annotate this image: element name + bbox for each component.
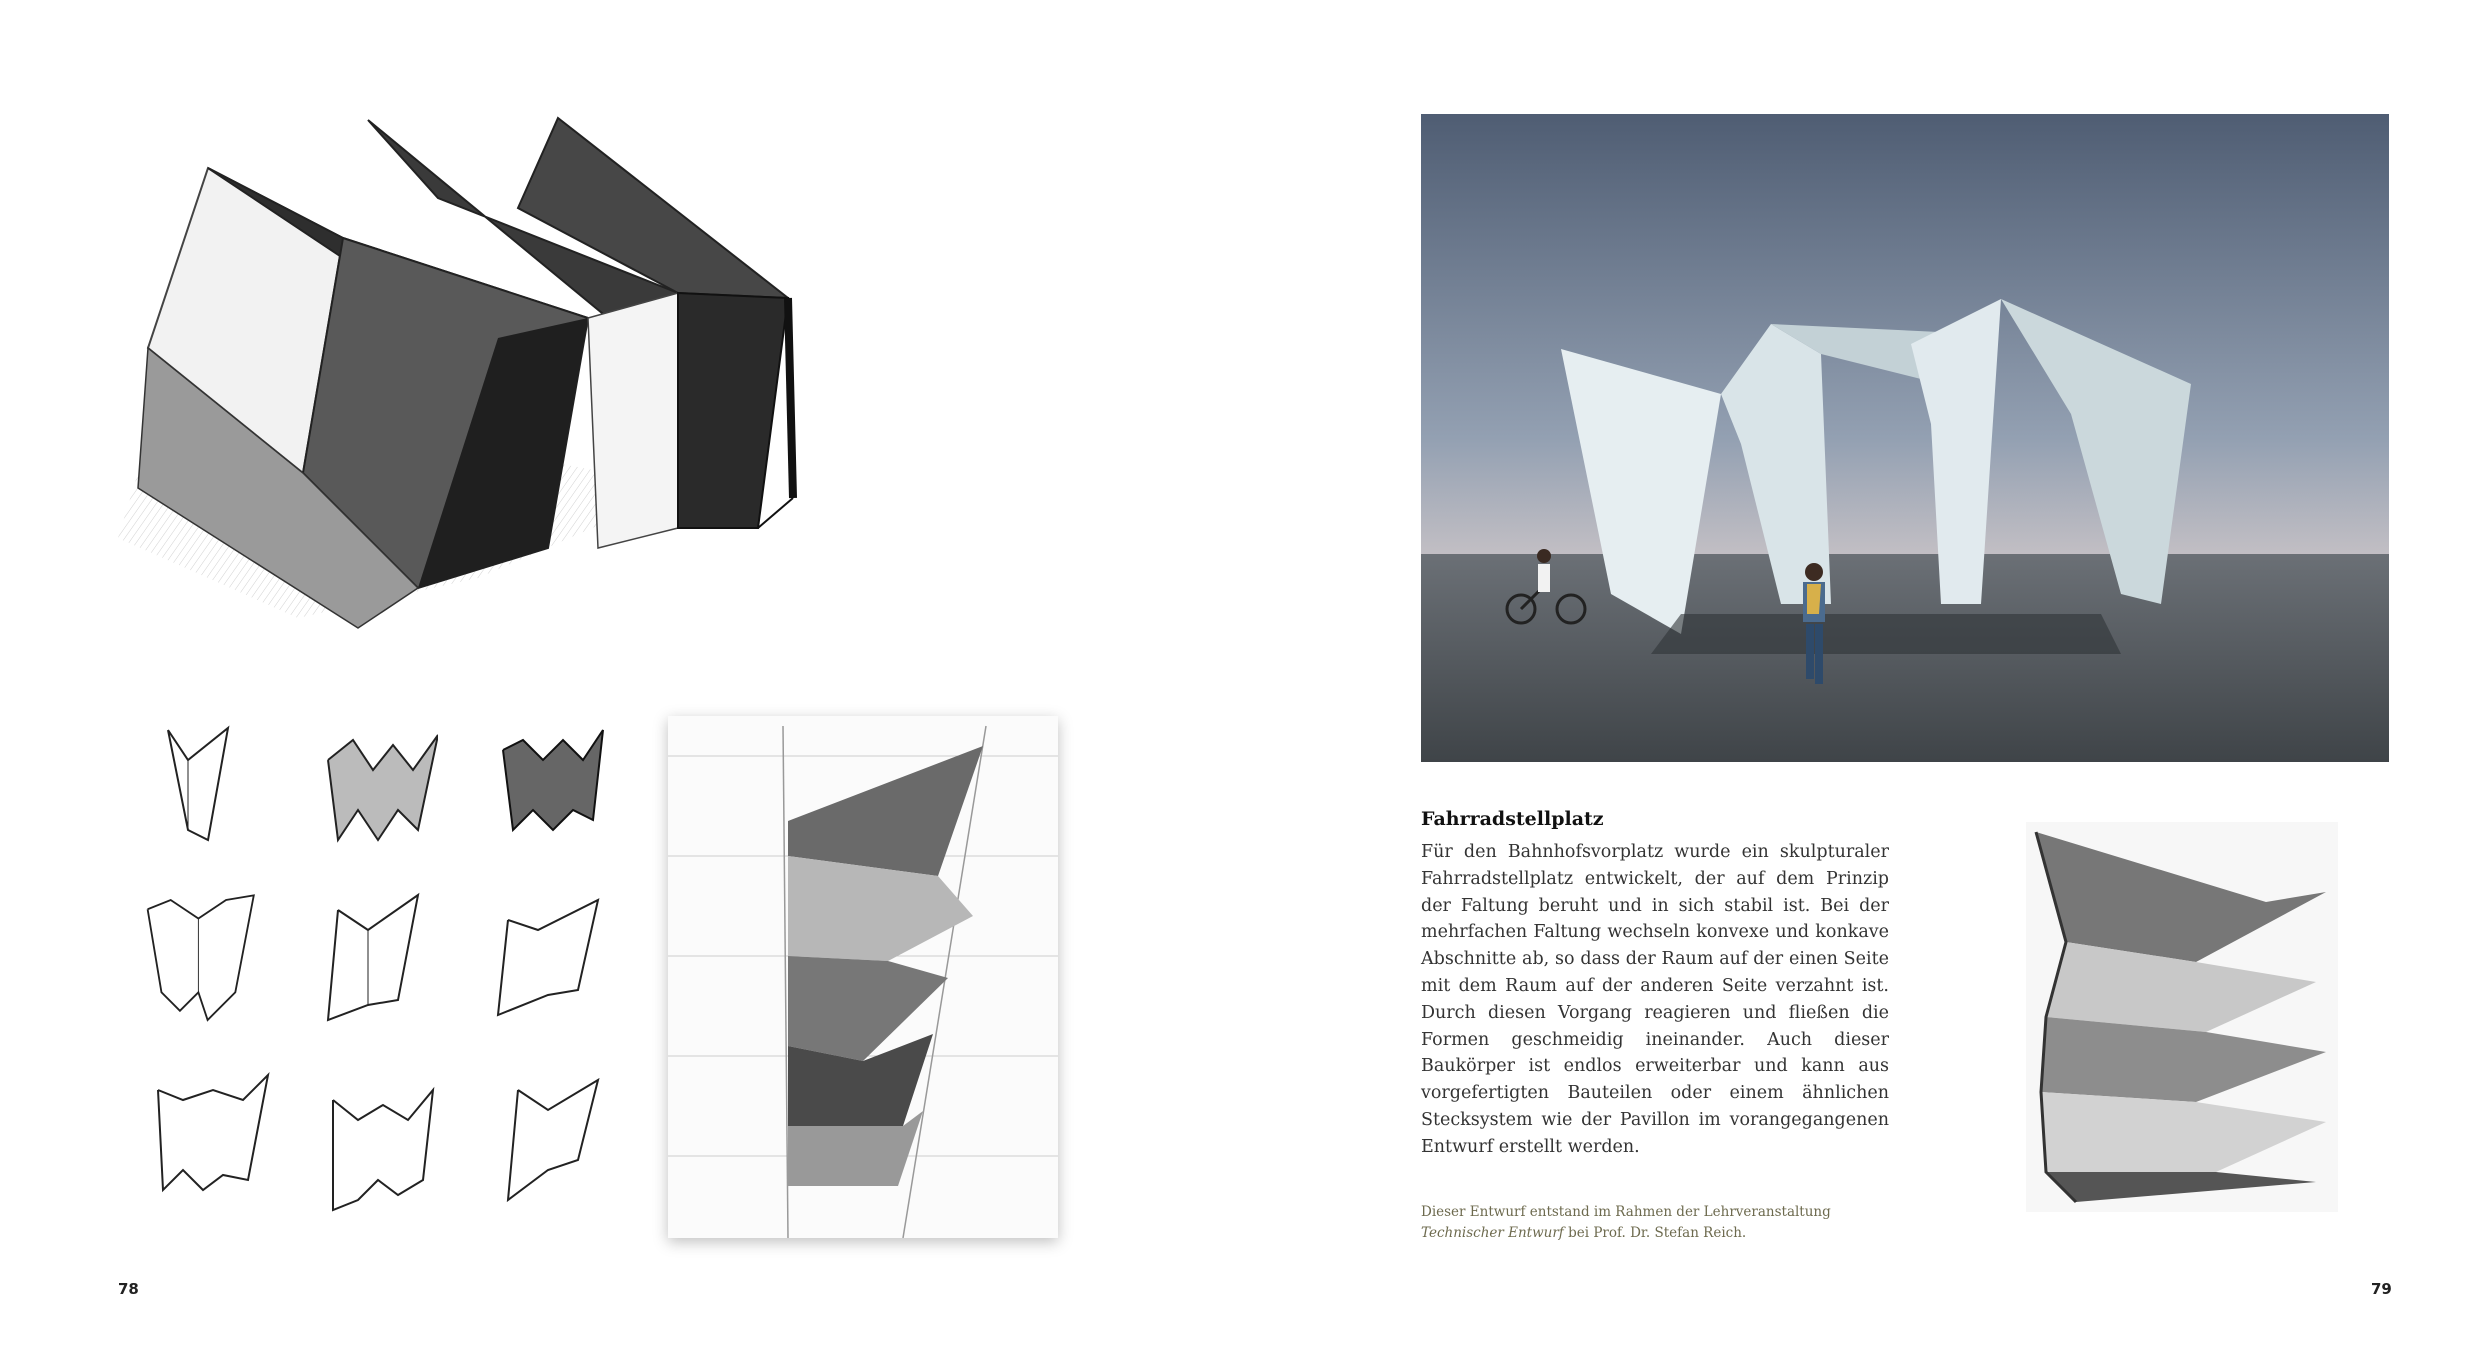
study-sketch xyxy=(148,720,268,860)
study-sketch xyxy=(153,1070,273,1210)
caption-line-1: Dieser Entwurf entstand im Rahmen der Lehrveranstaltung xyxy=(1421,1204,1831,1220)
study-sketch xyxy=(488,1070,608,1210)
framed-fold-drawing xyxy=(668,716,1058,1238)
section-title: Fahrradstellplatz xyxy=(1421,808,1604,830)
course-name: Technischer Entwurf xyxy=(1421,1225,1564,1241)
study-sketch xyxy=(493,720,613,860)
caption-line-2-rest: bei Prof. Dr. Stefan Reich. xyxy=(1563,1225,1747,1241)
caption xyxy=(1421,1202,1941,1244)
text-block xyxy=(1421,806,1889,1161)
folding-study-grid xyxy=(148,720,608,1220)
folded-model-photo xyxy=(2026,822,2338,1212)
study-sketch xyxy=(318,720,438,860)
study-sketch xyxy=(143,890,263,1030)
page-number: 79 xyxy=(2371,1280,2392,1298)
body-paragraph: Für den Bahnhofsvorplatz wurde ein skulpturaler Fahrradstellplatz entwickelt, der auf dem Prinzip der Faltung beruht und in sich stabil ist. Bei der mehrfachen Faltung wechseln konvexe und konkave Abschnitte ab, so dass der Raum auf der einen Seite mit dem Raum auf der anderen Seite verzahnt ist. Durch diesen Vorgang reagieren und fließen die Formen geschmeidig ineinander. Auch dieser Baukörper ist endlos erweiterbar und kann aus vorgefertigten Bauteilen oder einem ähnlichen Stecksystem wie der Pavillon im vorangegangenen Entwurf erstellt werden. xyxy=(1421,842,1889,1157)
caption-line-2 xyxy=(1421,1223,1941,1244)
study-sketch xyxy=(488,890,608,1030)
hero-pencil-sketch xyxy=(118,108,818,648)
study-sketch xyxy=(318,890,438,1030)
study-sketch xyxy=(323,1080,443,1220)
pavilion-render xyxy=(1421,114,2389,762)
fold-drawing xyxy=(668,716,1058,1238)
page-number: 78 xyxy=(118,1280,139,1298)
